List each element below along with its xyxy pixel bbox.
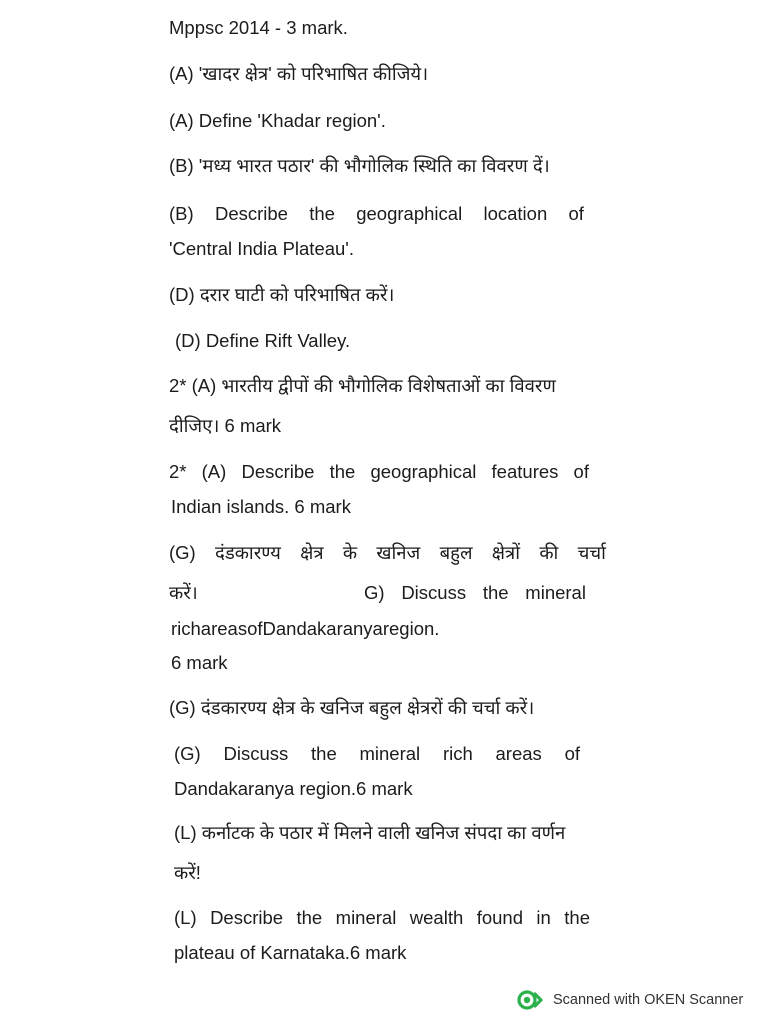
scanner-watermark: [517, 990, 743, 1010]
question-2-hindi-line2: दीजिए। 6 mark: [169, 415, 282, 436]
word: Describe: [214, 203, 288, 224]
question-2-english-line1: [169, 461, 589, 483]
word: the: [564, 907, 590, 928]
word: बहुल: [439, 542, 473, 563]
word: found: [476, 907, 523, 928]
word: के: [342, 542, 358, 563]
word: wealth: [409, 907, 464, 928]
scanner-text: Scanned with OKEN Scanner: [553, 992, 744, 1008]
question-l-english-line2: plateau of Karnataka.6 mark: [174, 942, 407, 963]
question-d-hindi: (D) दरार घाटी को परिभाषित करें।: [169, 284, 395, 305]
word: the: [309, 203, 335, 224]
question-a-english: (A) Define 'Khadar region'.: [169, 110, 386, 131]
word: the: [482, 582, 509, 603]
word: (L): [174, 907, 197, 928]
word: 2*: [169, 461, 187, 482]
document-header: Mppsc 2014 - 3 mark.: [169, 17, 348, 38]
word: चर्चा: [577, 542, 606, 563]
question-g1-marks: 6 mark: [171, 652, 228, 673]
word: की: [539, 542, 559, 563]
word: geographical: [356, 203, 463, 224]
question-g1-hindi-line1: [169, 542, 606, 564]
word: (A): [201, 461, 227, 482]
question-d-english: (D) Define Rift Valley.: [175, 330, 351, 351]
question-b-hindi: (B) 'मध्य भारत पठार' की भौगोलिक स्थिति का विवरण दें।: [169, 155, 550, 176]
word: the: [311, 743, 337, 764]
word: (B): [169, 203, 194, 224]
question-g2-hindi: (G) दंडकारण्य क्षेत्र के खनिज बहुल क्षेत्ररों की चर्चा करें।: [169, 697, 535, 718]
word: Discuss: [223, 743, 289, 764]
question-g1-english-line1: [364, 582, 586, 604]
word: in: [536, 907, 551, 928]
question-2-hindi-line1: 2* (A) भारतीय द्वीपों की भौगोलिक विशेषताओं का विवरण: [169, 375, 556, 396]
question-2-english-line2: Indian islands. 6 mark: [171, 496, 351, 517]
word: Describe: [210, 907, 284, 928]
word: क्षेत्र: [300, 542, 324, 563]
word: rich: [442, 743, 473, 764]
word: Describe: [241, 461, 315, 482]
question-a-hindi: (A) 'खादर क्षेत्र' को परिभाषित कीजिये।: [169, 63, 429, 84]
question-b-english-line1: [169, 203, 584, 225]
word: features: [491, 461, 559, 482]
word: खनिज: [376, 542, 421, 563]
word: areas: [495, 743, 542, 764]
question-g1-hindi-end: करें।: [169, 582, 198, 603]
word: the: [296, 907, 323, 928]
word: G): [364, 582, 385, 603]
word: mineral: [359, 743, 421, 764]
word: of: [568, 203, 584, 224]
question-l-hindi-line1: (L) कर्नाटक के पठार में मिलने वाली खनिज संपदा का वर्णन: [174, 822, 566, 843]
question-l-english-line1: [174, 907, 590, 929]
question-g2-english-line1: [174, 743, 580, 765]
word: क्षेत्रों: [491, 542, 521, 563]
question-g2-english-line2: Dandakaranya region.6 mark: [174, 778, 413, 799]
word: the: [329, 461, 356, 482]
word: location: [483, 203, 548, 224]
word: Discuss: [401, 582, 467, 603]
word: दंडकारण्य: [215, 542, 281, 563]
word: of: [564, 743, 580, 764]
word: mineral: [525, 582, 586, 603]
question-l-hindi-line2: करें!: [174, 862, 201, 883]
word: (G): [174, 743, 201, 764]
word: (G): [169, 542, 196, 563]
word: geographical: [370, 461, 477, 482]
word: mineral: [335, 907, 397, 928]
question-g1-english-line3: richareasofDandakaranyaregion.: [171, 618, 440, 639]
question-b-english-line2: 'Central India Plateau'.: [169, 238, 354, 259]
word: of: [573, 461, 589, 482]
oken-scanner-logo-icon: [517, 990, 543, 1010]
